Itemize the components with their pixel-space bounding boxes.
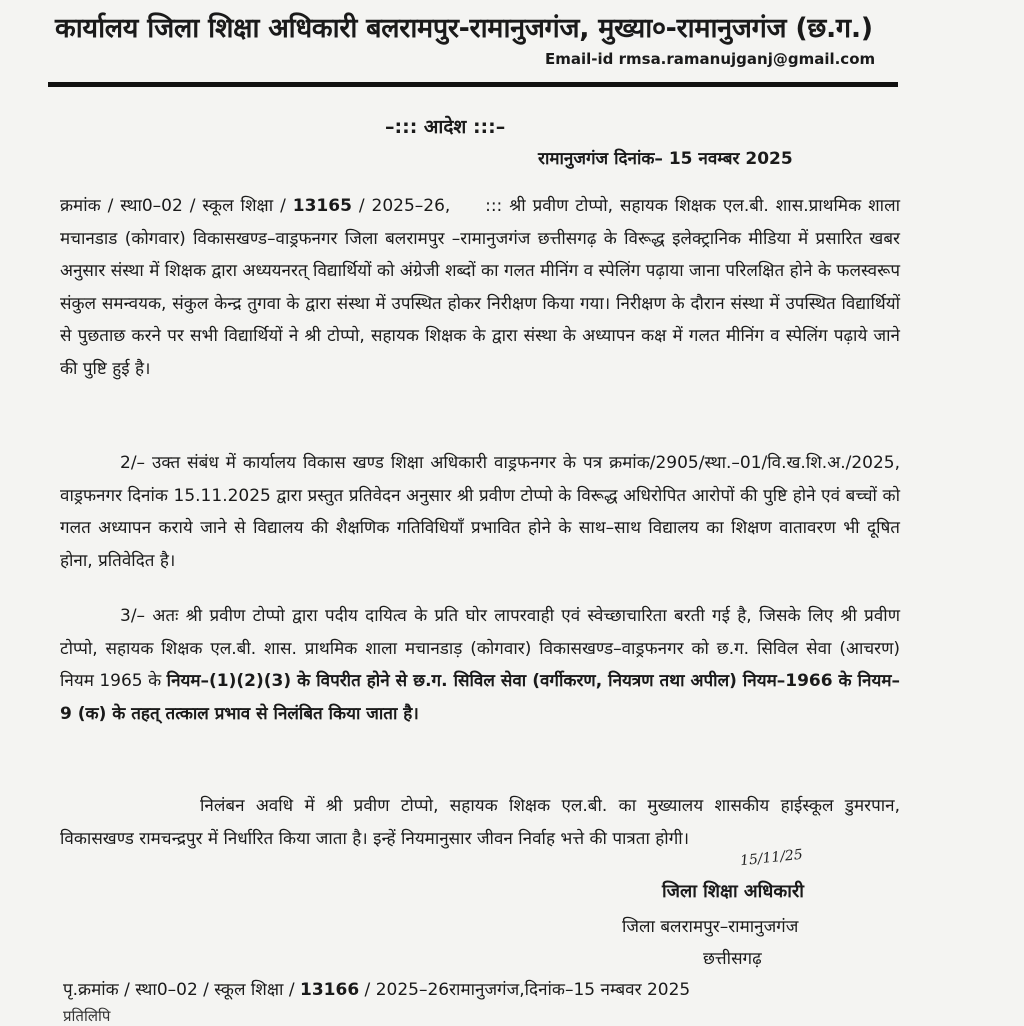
signatory-designation: जिला शिक्षा अधिकारी bbox=[662, 881, 804, 902]
paragraph-4-text: निलंबन अवधि में श्री प्रवीण टोप्पो, सहायक शिक्षक एल.बी. का मुख्यालय शासकीय हाईस्कूल डुमरपान, विकासखण्ड रामचन्द्रपुर में निर्धारित किया जाता है। इन्हें नियमानुसार जीवन निर्वाह भत्ते की पात्रता होगी। bbox=[60, 796, 900, 849]
signatory-state: छत्तीसगढ़ bbox=[703, 949, 762, 969]
paragraph-3-text: 3/– अतः श्री प्रवीण टोप्पो द्वारा पदीय दायित्व के प्रति घोर लापरवाही एवं स्वेच्छाचारिता बरती गई है, जिसके लिए श्री प्रवीण टोप्पो, सहायक शिक्षक एल.बी. शास. प्राथमिक शाला मचानडाड़ (कोगवार) विकासखण्ड–वाड्रफनगर को छ.ग. सिविल सेवा (आचरण) नियम 1965 के bbox=[60, 606, 900, 691]
signatory-district: जिला बलरामपुर–रामानुजगंज bbox=[622, 917, 799, 937]
order-reference-number: 13165 bbox=[292, 196, 352, 216]
paragraph-1-body: ::: श्री प्रवीण टोप्पो, सहायक शिक्षक एल.बी. शास.प्राथमिक शाला मचानडाड (कोगवार) विकासखण्ड–वाड्रफनगर जिला बलरामपुर –रामानुजगंज छत्तीसगढ़ के विरूद्ध इलेक्ट्रानिक मीडिया में प्रसारित खबर अनुसार संस्था में शिक्षक द्वारा अध्ययनरत् विद्यार्थियों को अंग्रेजी शब्दों का गलत मीनिंग व स्पेलिंग पढ़ाया जाना परिलक्षित होने के फलस्वरूप संकुल समन्वयक, संकुल केन्द्र तुगवा के द्वारा संस्था में उपस्थित होकर निरीक्षण किया गया। निरीक्षण के दौरान संस्था में उपस्थित विद्यार्थियों से पुछताछ करने पर सभी विद्यार्थियों ने श्री टोप्पो, सहायक शिक्षक के द्वारा संस्था के अध्यापन कक्ष में गलत मीनिंग व स्पेलिंग पढ़ाये जाने की पुष्टि हुई है। bbox=[60, 196, 900, 379]
copy-to-heading: प्रतिलिपि bbox=[63, 1007, 111, 1025]
order-place-date: रामानुजगंज दिनांक– 15 नवम्बर 2025 bbox=[538, 149, 793, 169]
paragraph-2-text: 2/– उक्त संबंध में कार्यालय विकास खण्ड शिक्षा अधिकारी वाड्रफनगर के पत्र क्रमांक/2905/स्था.–01/वि.ख.शि.अ./2025, वाड्रफनगर दिनांक 15.11.2025 द्वारा प्रस्तुत प्रतिवेदन अनुसार श्री प्रवीण टोप्पो के विरूद्ध अधिरोपित आरोपों की पुष्टि होने एवं बच्चों को गलत अध्यापन कराये जाने से विद्यालय की शैक्षणिक गतिविधियाँ प्रभावित होने के साथ–साथ विद्यालय का शिक्षण वातावरण भी दूषित होना, प्रतिवेदित है। bbox=[60, 453, 900, 571]
paragraph-3 bbox=[60, 600, 900, 730]
order-reference-suffix: / 2025–26, bbox=[351, 196, 451, 216]
endorsement-number: 13166 bbox=[300, 980, 360, 1000]
endorsement-prefix: पृ.क्रमांक / स्था0–02 / स्कूल शिक्षा / bbox=[63, 980, 300, 1000]
paragraph-2 bbox=[60, 447, 900, 577]
paragraph-3-bold-text: नियम–(1)(2)(3) के विपरीत होने से छ.ग. सिविल सेवा (वर्गीकरण, नियत्रण तथा अपील) नियम–1966 के नियम–9 (क) के तहत् तत्काल प्रभाव से निलंबित किया जाता है। bbox=[60, 671, 900, 724]
order-reference-prefix: क्रमांक / स्था0–02 / स्कूल शिक्षा / bbox=[60, 196, 293, 216]
order-reference bbox=[60, 196, 457, 216]
office-email: Email-id rmsa.ramanujganj@gmail.com bbox=[545, 50, 876, 68]
office-header-title: कार्यालय जिला शिक्षा अधिकारी बलरामपुर-रामानुजगंज, मुख्या०-रामानुजगंज (छ.ग.) bbox=[55, 13, 873, 44]
header-divider bbox=[48, 82, 898, 87]
signature-initials: 15/11/25 bbox=[739, 846, 804, 870]
paragraph-1 bbox=[60, 190, 900, 385]
order-heading: –::: आदेश :::– bbox=[385, 116, 506, 138]
paragraph-4 bbox=[60, 790, 900, 855]
endorsement-reference bbox=[63, 977, 690, 1000]
endorsement-suffix: / 2025–26रामानुजगंज,दिनांक–15 नम्बवर 2025 bbox=[359, 980, 691, 1000]
